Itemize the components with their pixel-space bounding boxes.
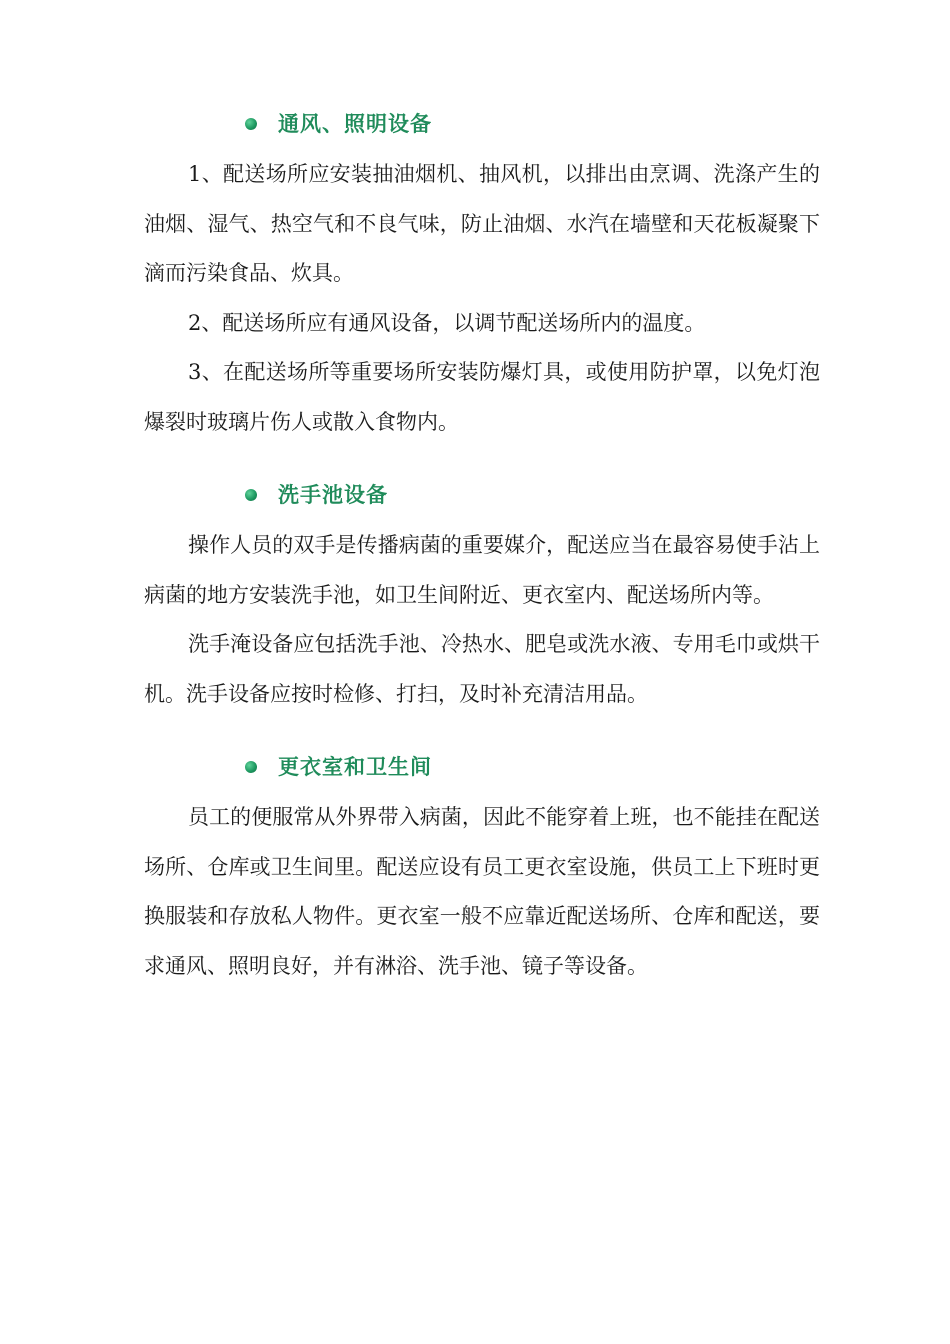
paragraph: 洗手淹设备应包括洗手池、冷热水、肥皂或洗水液、专用毛巾或烘干机。洗手设备应按时检修、打扫，及时补充清洁用品。 — [144, 632, 820, 706]
document-body — [144, 104, 820, 991]
green-dot-icon — [245, 118, 257, 130]
paragraph: 操作人员的双手是传播病菌的重要媒介，配送应当在最容易使手沾上病菌的地方安装洗手池，如卫生间附近、更衣室内、配送场所内等。 — [144, 533, 820, 607]
paragraph: 3、在配送场所等重要场所安装防爆灯具，或使用防护罩，以免灯泡爆裂时玻璃片伤人或散入食物内。 — [144, 360, 820, 434]
paragraph: 员工的便服常从外界带入病菌，因此不能穿着上班，也不能挂在配送场所、仓库或卫生间里。配送应设有员工更衣室设施，供员工上下班时更换服装和存放私人物件。更衣室一般不应靠近配送场所、仓库和配送，要求通风、照明良好，并有淋浴、洗手池、镜子等设备。 — [144, 805, 820, 978]
section-title: 更衣室和卫生间 — [278, 755, 432, 779]
section-title: 通风、照明设备 — [278, 112, 432, 136]
section-heading-changing-room — [144, 747, 820, 787]
green-dot-icon — [245, 761, 257, 773]
paragraph: 2、配送场所应有通风设备，以调节配送场所内的温度。 — [188, 310, 706, 335]
section-heading-handwash — [144, 475, 820, 515]
green-dot-icon — [245, 489, 257, 501]
section-title: 洗手池设备 — [278, 483, 388, 507]
section-heading-ventilation — [144, 104, 820, 144]
paragraph: 1、配送场所应安装抽油烟机、抽风机，以排出由烹调、洗涤产生的油烟、湿气、热空气和不良气味，防止油烟、水汽在墙壁和天花板凝聚下滴而污染食品、炊具。 — [144, 162, 820, 285]
